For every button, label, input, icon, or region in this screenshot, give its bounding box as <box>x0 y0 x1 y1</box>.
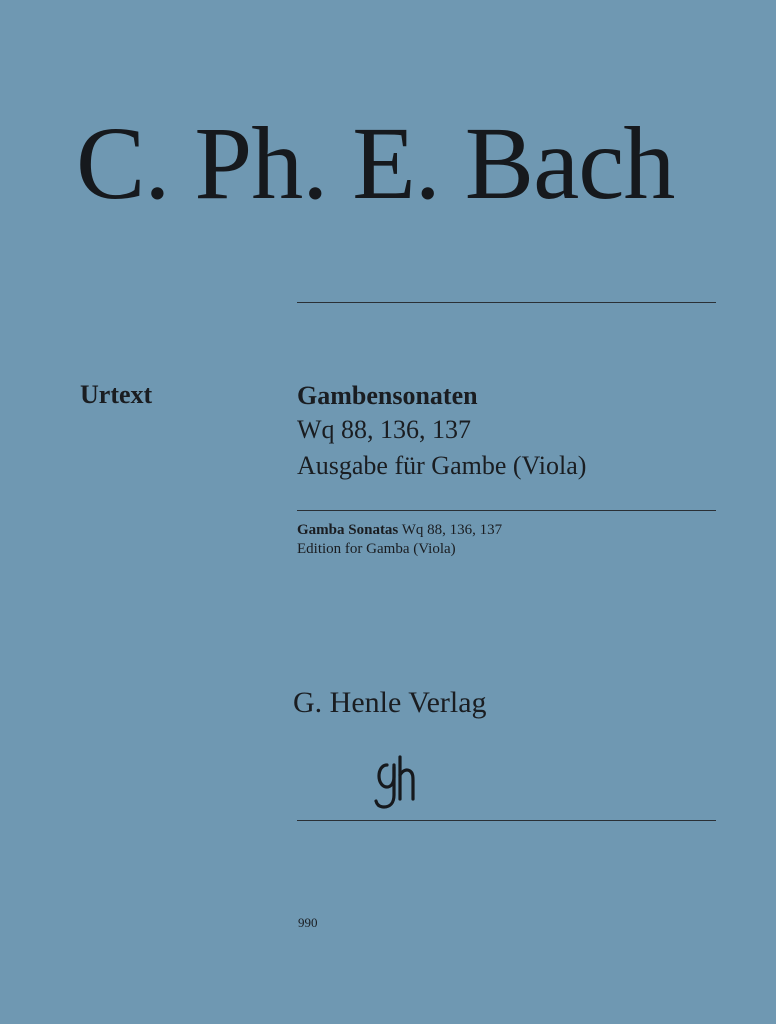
title-german: Gambensonaten <box>297 381 478 410</box>
catalog-english: Wq 88, 136, 137 <box>398 522 503 538</box>
title-english-line <box>297 521 502 540</box>
publisher-name: G. Henle Verlag <box>293 686 487 719</box>
composer-name: C. Ph. E. Bach <box>76 106 675 221</box>
edition-english: Edition for Gamba (Viola) <box>297 541 456 557</box>
edition-number: 990 <box>298 915 318 930</box>
edition-german: Ausgabe für Gambe (Viola) <box>297 451 587 480</box>
english-subtitle <box>297 521 502 559</box>
divider-top <box>297 302 716 303</box>
catalog-number: Wq 88, 136, 137 <box>297 415 472 444</box>
urtext-label: Urtext <box>80 380 153 409</box>
title-block <box>297 380 586 484</box>
divider-bottom <box>297 820 716 821</box>
henle-logo-icon <box>372 753 418 811</box>
divider-middle <box>297 510 716 511</box>
title-english: Gamba Sonatas <box>297 522 399 538</box>
